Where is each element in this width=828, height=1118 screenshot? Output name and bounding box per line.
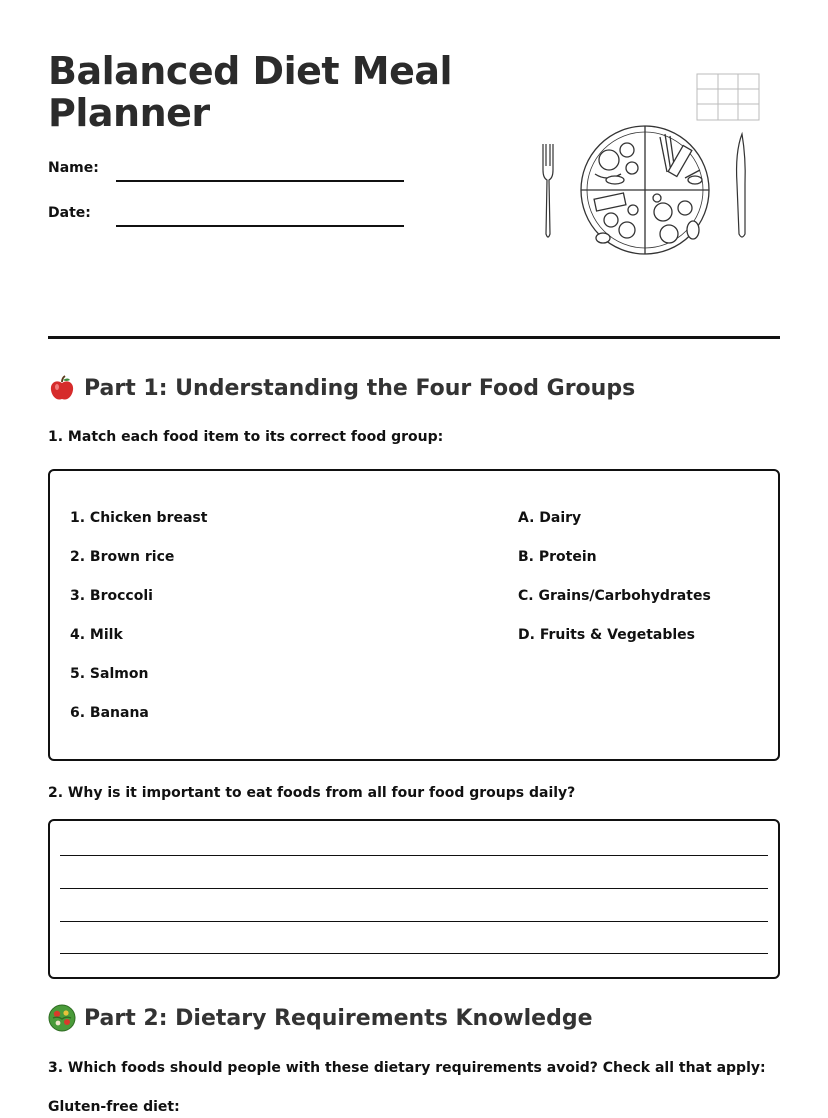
fork-icon: [543, 144, 553, 237]
answer-box[interactable]: [48, 819, 780, 979]
question-3: 3. Which foods should people with these dietary requirements avoid? Check all that apply:: [48, 1060, 766, 1076]
date-field-line[interactable]: [116, 225, 404, 227]
part2-heading-text: Part 2: Dietary Requirements Knowledge: [84, 1005, 593, 1031]
answer-line[interactable]: [60, 953, 768, 954]
plate-illustration: [535, 62, 767, 262]
food-group-option: B. Protein: [518, 549, 597, 565]
food-group-option: D. Fruits & Vegetables: [518, 627, 696, 643]
question-1: 1. Match each food item to its correct food group:: [48, 429, 444, 445]
food-item: 6. Banana: [70, 705, 149, 721]
date-label: Date:: [48, 205, 91, 221]
food-item: 1. Chicken breast: [70, 510, 208, 526]
food-group-option: C. Grains/Carbohydrates: [518, 588, 711, 604]
mini-grid-icon: [697, 74, 759, 120]
section-divider: [48, 336, 780, 339]
name-label: Name:: [48, 160, 99, 176]
answer-line[interactable]: [60, 921, 768, 922]
food-item: 4. Milk: [70, 627, 123, 643]
salad-icon: [48, 1004, 76, 1032]
food-item: 5. Salmon: [70, 666, 149, 682]
food-group-option: A. Dairy: [518, 510, 582, 526]
apple-icon: [48, 374, 76, 402]
name-field-line[interactable]: [116, 180, 404, 182]
food-item: 2. Brown rice: [70, 549, 175, 565]
food-item: 3. Broccoli: [70, 588, 153, 604]
answer-line[interactable]: [60, 888, 768, 889]
knife-icon: [737, 134, 746, 237]
part1-heading-text: Part 1: Understanding the Four Food Groups: [84, 375, 636, 401]
answer-line[interactable]: [60, 855, 768, 856]
matching-box: [48, 469, 780, 761]
food-groups-list: [518, 509, 711, 665]
part1-heading: [48, 374, 635, 402]
question-2: 2. Why is it important to eat foods from all four food groups daily?: [48, 785, 576, 801]
plate-icon: [581, 126, 709, 254]
part2-heading: [48, 1004, 593, 1032]
food-items-list: [70, 509, 207, 743]
gluten-free-label: Gluten-free diet:: [48, 1099, 180, 1115]
worksheet-title: Balanced Diet Meal Planner: [48, 49, 453, 135]
